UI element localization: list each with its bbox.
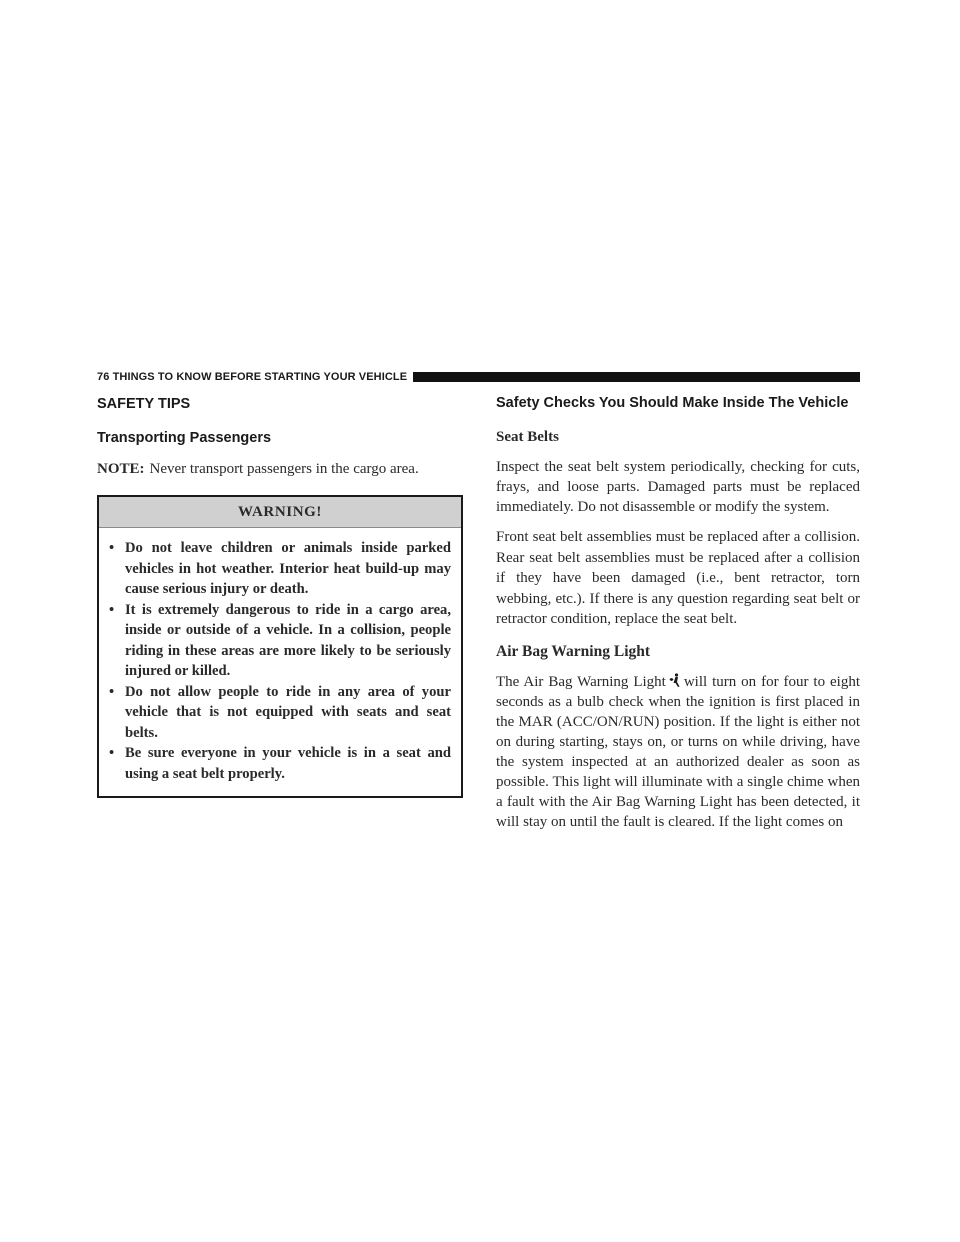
paragraph-air-bag-warning-light (496, 672, 860, 832)
warning-item-3: • Do not allow people to ride in any area of your vehicle that is not equipped with seats and seat belts. (106, 682, 451, 744)
airbag-text-before-icon: The Air Bag Warning Light (496, 673, 666, 690)
subheading-seat-belts: Seat Belts (496, 429, 559, 445)
airbag-warning-icon (668, 673, 682, 688)
header-rule-bar (413, 372, 860, 382)
note-paragraph (97, 459, 463, 479)
warning-item-2: • It is extremely dangerous to ride in a cargo area, inside or outside of a vehicle. In a collision, people riding in these areas are more likely to be seriously injured or killed. (106, 600, 451, 682)
paragraph-seat-belts-1: Inspect the seat belt system periodically, checking for cuts, frays, and loose parts. Damaged parts must be replaced immediately. Do not disassemble or modify the system. (496, 459, 860, 515)
subheading-air-bag-warning-light: Air Bag Warning Light (496, 642, 651, 660)
subsection-title-transporting-passengers: Transporting Passengers (97, 430, 272, 446)
note-label: NOTE: (97, 461, 145, 477)
right-column (496, 391, 860, 832)
warning-box (97, 495, 463, 798)
warning-title: WARNING! (99, 497, 461, 528)
warning-item-1: • Do not leave children or animals inside parked vehicles in hot weather. Interior heat build-up may cause serious injury or death. (106, 538, 451, 600)
warning-list (99, 528, 461, 796)
warning-item-4: • Be sure everyone in your vehicle is in a seat and using a seat belt properly. (106, 743, 451, 784)
airbag-text-after-icon: will turn on for four to eight seconds as a bulb check when the ignition is first placed in the MAR (ACC/ON/RUN) position. If the light is either not on during starting, stays on, or turns on while driving, have the system inspected at an authorized dealer as soon as possible. This light will illuminate with a single chime when a fault with the Air Bag Warning Light has been detected, it will stay on until the fault is cleared. If the light comes on (496, 673, 861, 830)
section-title-safety-checks: Safety Checks You Should Make Inside The Vehicle (496, 395, 849, 411)
note-text: Never transport passengers in the cargo area. (149, 461, 419, 477)
page-header (97, 369, 860, 385)
page-header-text: 76 THINGS TO KNOW BEFORE STARTING YOUR VEHICLE (97, 371, 408, 383)
paragraph-seat-belts-2: Front seat belt assemblies must be replaced after a collision. Rear seat belt assemblies must be replaced after a collision if they have been damaged (i.e., bent retractor, torn webbing, etc.). If there is any question regarding seat belt or retractor condition, replace the seat belt. (496, 529, 860, 627)
left-column (97, 391, 463, 798)
section-title-safety-tips: SAFETY TIPS (97, 396, 191, 412)
